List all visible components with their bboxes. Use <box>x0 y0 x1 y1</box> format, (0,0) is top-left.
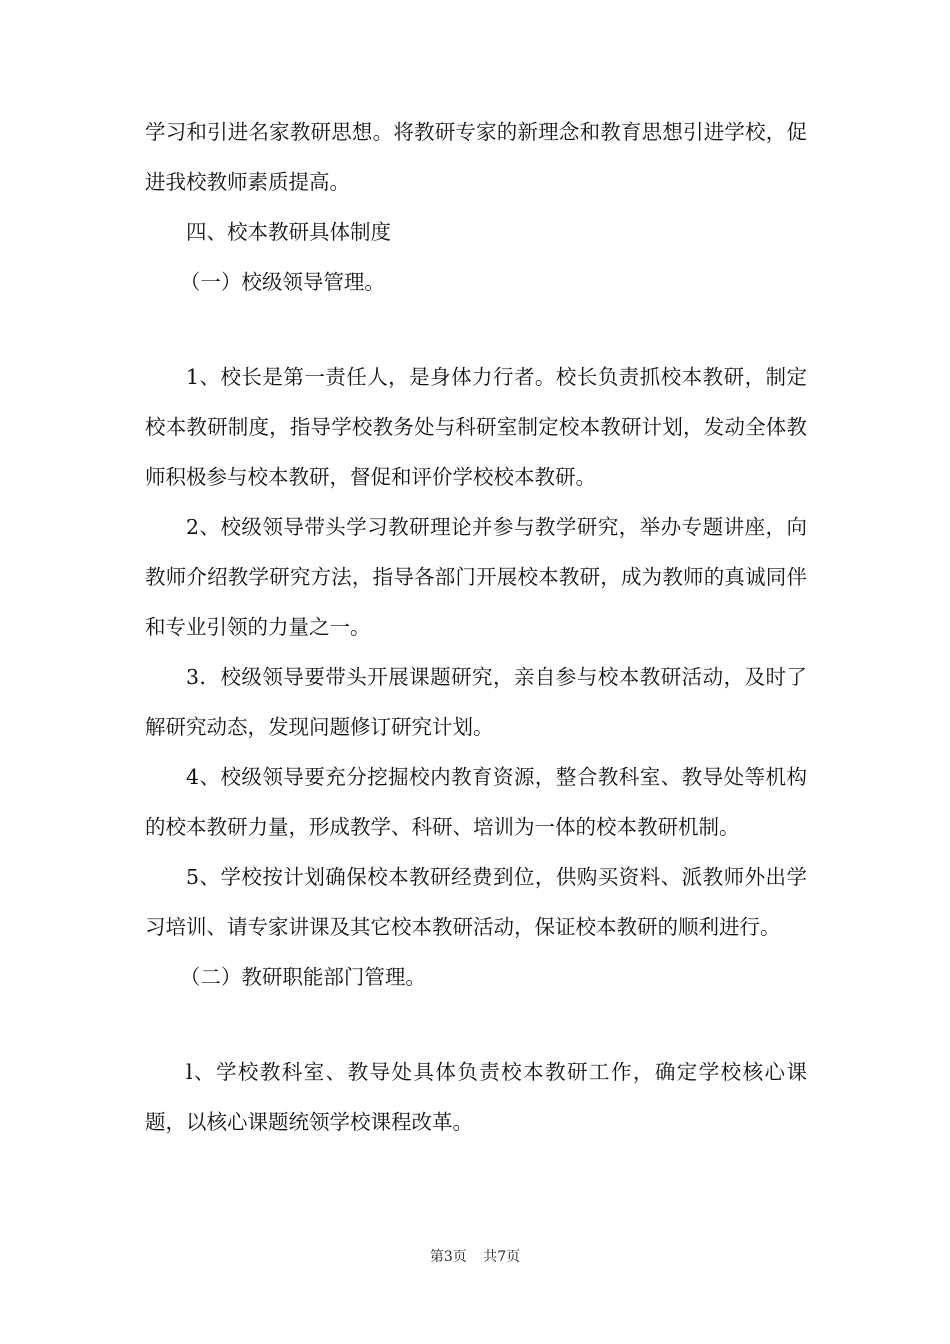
page-footer <box>0 1246 950 1266</box>
paragraph: 2、校级领导带头学习教研理论并参与教学研究，举办专题讲座，向教师介绍教学研究方法，指导各部门开展校本教研，成为教师的真诚同伴和专业引领的力量之一。 <box>145 515 807 639</box>
paragraph: 1、校长是第一责任人，是身体力行者。校长负责抓校本教研，制定校本教研制度，指导学校教务处与科研室制定校本教研计划，发动全体教师积极参与校本教研，督促和评价学校校本教研。 <box>145 365 807 489</box>
subsection-heading: （二）教研职能部门管理。 <box>179 965 426 989</box>
paragraph: 4、校级领导要充分挖掘校内教育资源，整合教科室、教导处等机构的校本教研力量，形成教学、科研、培训为一体的校本教研机制。 <box>145 765 807 839</box>
subsection-heading: （一）校级领导管理。 <box>179 270 385 294</box>
paragraph: 3．校级领导要带头开展课题研究，亲自参与校本教研活动，及时了解研究动态，发现问题修订研究计划。 <box>145 665 807 739</box>
section-heading: 四、校本教研具体制度 <box>186 220 391 244</box>
paragraph: l、学校教科室、教导处具体负责校本教研工作，确定学校核心课题，以核心课题统领学校课程改革。 <box>145 1060 807 1134</box>
body-text <box>145 107 807 1147</box>
spacer <box>145 1002 807 1047</box>
page-total: 共7页 <box>483 1249 521 1265</box>
paragraph: 5、学校按计划确保校本教研经费到位，供购买资料、派教师外出学习培训、请专家讲课及其它校本教研活动，保证校本教研的顺利进行。 <box>145 865 807 939</box>
page-number: 第3页 <box>429 1249 467 1265</box>
spacer <box>145 307 807 352</box>
paragraph-continuation: 学习和引进名家教研思想。将教研专家的新理念和教育思想引进学校，促进我校教师素质提高。 <box>145 120 807 194</box>
